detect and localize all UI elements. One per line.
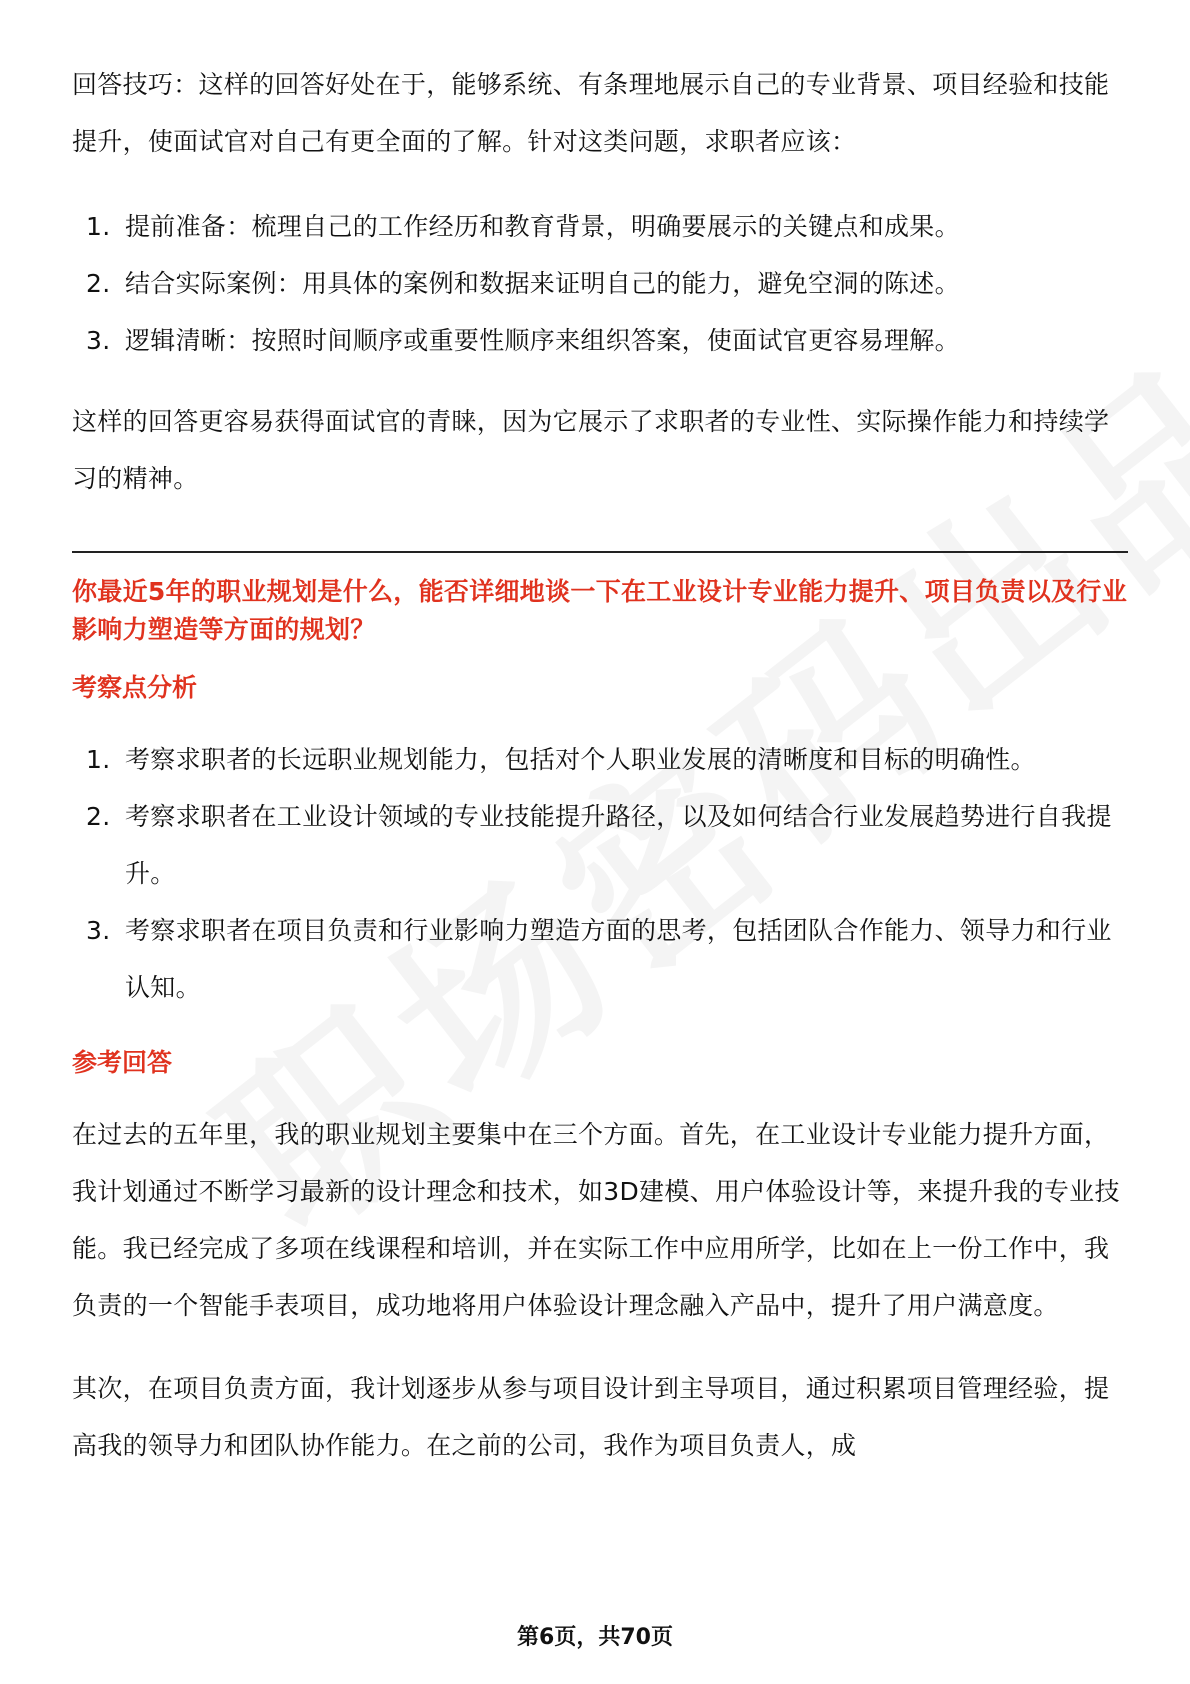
list-item-text: 结合实际案例：用具体的案例和数据来证明自己的能力，避免空洞的陈述。 bbox=[125, 269, 960, 298]
list-number: 3. bbox=[86, 916, 111, 945]
list-number: 2. bbox=[86, 802, 111, 831]
list-item-text: 逻辑清晰：按照时间顺序或重要性顺序来组织答案，使面试官更容易理解。 bbox=[125, 326, 960, 355]
analysis-heading: 考察点分析 bbox=[72, 673, 198, 702]
list-item bbox=[72, 198, 1128, 255]
document-page bbox=[72, 56, 1128, 1474]
list-item-text: 考察求职者的长远职业规划能力，包括对个人职业发展的清晰度和目标的明确性。 bbox=[125, 745, 1036, 774]
page-footer: 第6页，共70页 bbox=[517, 1625, 673, 1650]
answer-tips-intro: 回答技巧：这样的回答好处在于，能够系统、有条理地展示自己的专业背景、项目经验和技能提升，使面试官对自己有更全面的了解。针对这类问题，求职者应该： bbox=[72, 70, 1110, 156]
list-number: 2. bbox=[86, 269, 111, 298]
analysis-list bbox=[72, 731, 1128, 1016]
tips-list bbox=[72, 198, 1128, 369]
list-item-text: 考察求职者在项目负责和行业影响力塑造方面的思考，包括团队合作能力、领导力和行业认知。 bbox=[125, 916, 1112, 1002]
list-item bbox=[72, 312, 1128, 369]
section-divider bbox=[72, 551, 1128, 553]
list-item bbox=[72, 731, 1128, 788]
reference-answer-heading: 参考回答 bbox=[72, 1048, 173, 1077]
answer-paragraph: 其次，在项目负责方面，我计划逐步从参与项目设计到主导项目，通过积累项目管理经验，提高我的领导力和团队协作能力。在之前的公司，我作为项目负责人，成 bbox=[72, 1374, 1110, 1460]
closing-paragraph: 这样的回答更容易获得面试官的青睐，因为它展示了求职者的专业性、实际操作能力和持续学习的精神。 bbox=[72, 407, 1110, 493]
answer-paragraph: 在过去的五年里，我的职业规划主要集中在三个方面。首先，在工业设计专业能力提升方面，我计划通过不断学习最新的设计理念和技术，如3D建模、用户体验设计等，来提升我的专业技能。我已经完成了多项在线课程和培训，并在实际工作中应用所学，比如在上一份工作中，我负责的一个智能手表项目，成功地将用户体验设计理念融入产品中，提升了用户满意度。 bbox=[72, 1120, 1120, 1320]
list-item bbox=[72, 255, 1128, 312]
list-number: 1. bbox=[86, 212, 111, 241]
interview-question: 你最近5年的职业规划是什么，能否详细地谈一下在工业设计专业能力提升、项目负责以及行业影响力塑造等方面的规划？ bbox=[72, 577, 1127, 644]
list-number: 1. bbox=[86, 745, 111, 774]
list-number: 3. bbox=[86, 326, 111, 355]
list-item bbox=[72, 902, 1128, 1016]
list-item-text: 考察求职者在工业设计领域的专业技能提升路径，以及如何结合行业发展趋势进行自我提升。 bbox=[125, 802, 1112, 888]
list-item-text: 提前准备：梳理自己的工作经历和教育背景，明确要展示的关键点和成果。 bbox=[125, 212, 960, 241]
list-item bbox=[72, 788, 1128, 902]
